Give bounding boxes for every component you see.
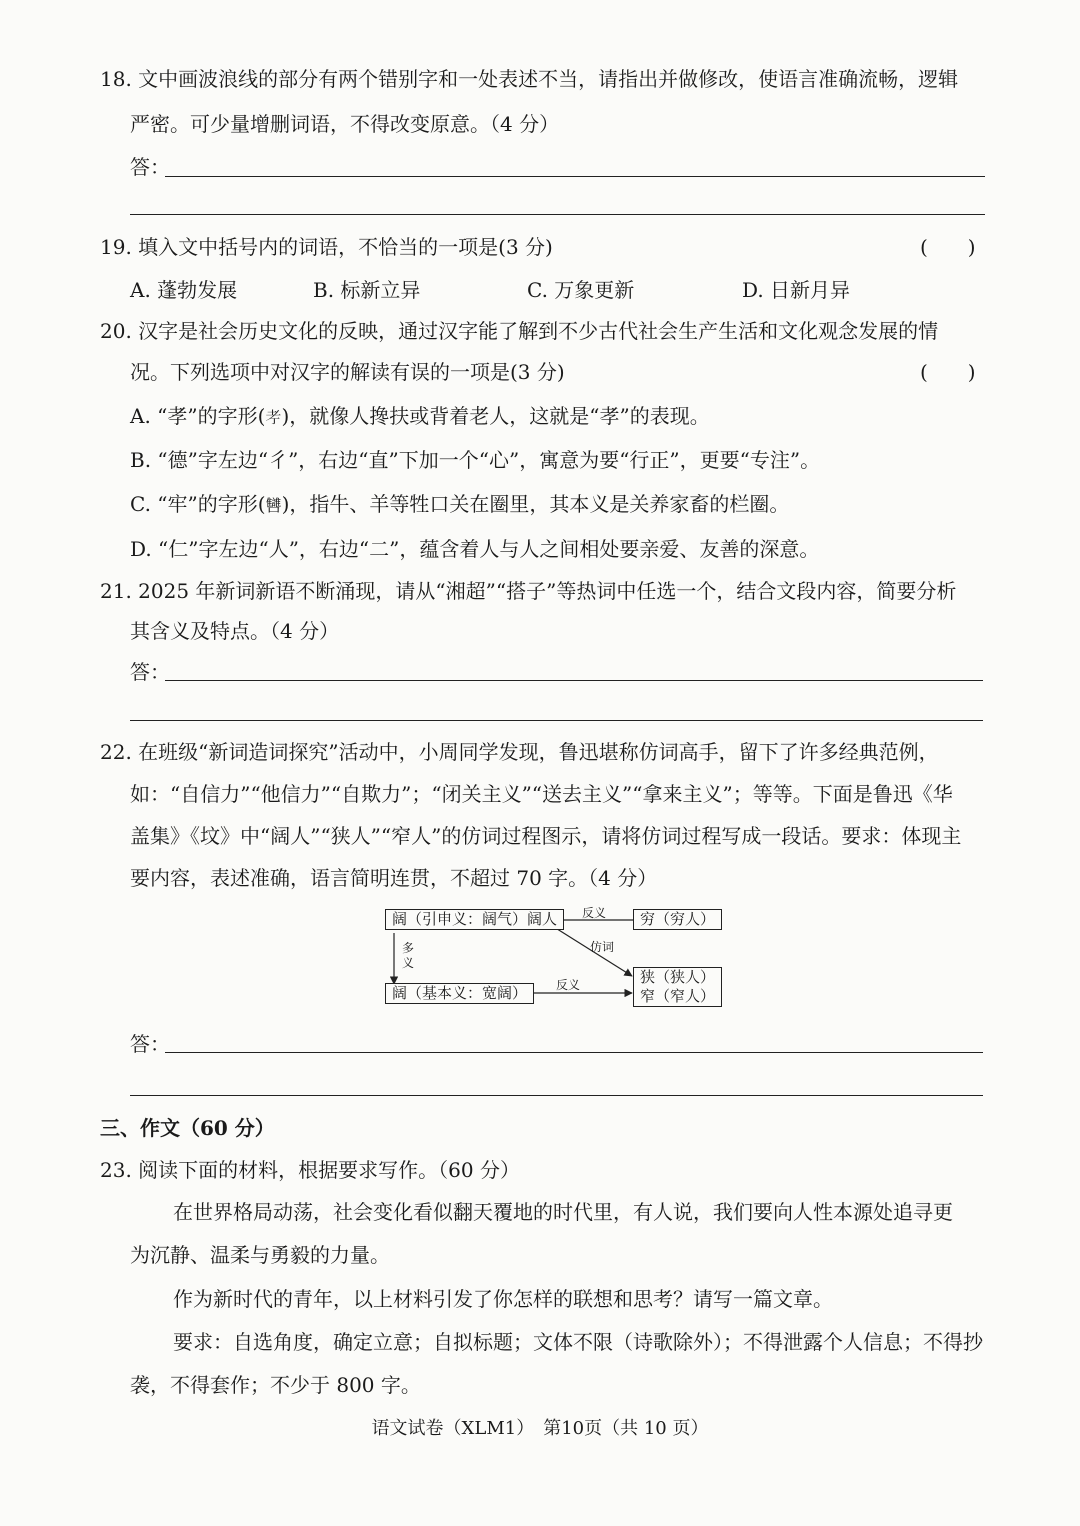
q21-line2: 其含义及特点。（4 分） [130, 619, 340, 643]
label-antonym-top: 反义 [582, 906, 607, 920]
lao-ancient-glyph: 㘜 [265, 496, 282, 515]
xiao-ancient-glyph: 𦒱 [265, 408, 282, 427]
q22-line2: 如：“自信力”“他信力”“自欺力”；“闭关主义”“送去主义”“拿来主义”；等等。下面是鲁迅《华 [130, 782, 953, 806]
box-xia-zhai [633, 967, 722, 1007]
q20-line1: 20. 汉字是社会历史文化的反映，通过汉字能了解到不少古代社会生产生活和文化观念发展的情 [100, 319, 939, 343]
label-antonym-bottom: 反义 [556, 978, 581, 992]
box-qiong: 穷（穷人） [633, 909, 722, 930]
q21-line1: 21. 2025 年新词新语不断涌现，请从“湘超”“搭子”等热词中任选一个，结合文段内容，简要分析 [100, 579, 957, 603]
q23-stem: 23. 阅读下面的材料，根据要求写作。（60 分） [100, 1158, 520, 1182]
q20-option-a [130, 404, 710, 428]
q18-answer-line-1[interactable] [165, 176, 985, 177]
box-kuo-basic: 阔（基本义：宽阔） [385, 983, 534, 1004]
q22-answer-label: 答： [130, 1032, 170, 1056]
q19-option-b: B. 标新立异 [313, 278, 421, 302]
q18-line2: 严密。可少量增删词语，不得改变原意。（4 分） [130, 112, 560, 136]
imitation-diagram [370, 900, 730, 1015]
q19-option-a: A. 蓬勃发展 [130, 278, 238, 302]
q19-answer-bracket[interactable]: ( ) [920, 235, 976, 259]
q23-material-line1: 在世界格局动荡，社会变化看似翻天覆地的时代里，有人说，我们要向人性本源处追寻更 [173, 1200, 953, 1224]
q22-line3: 盖集》《坟》中“阔人”“狭人”“窄人”的仿词过程图示，请将仿词过程写成一段话。要求：体现主 [130, 824, 962, 848]
q20-option-b: B. “德”字左边“彳”，右边“直”下加一个“心”，寓意为要“行正”，更要“专注”。 [130, 448, 821, 472]
q22-answer-line-2[interactable] [130, 1095, 983, 1096]
label-polysemy-1: 多 [402, 941, 415, 955]
q20-answer-bracket[interactable]: ( ) [920, 360, 976, 384]
q21-answer-line-2[interactable] [130, 720, 983, 721]
page-footer: 语文试卷（XLM1） 第10页（共 10 页） [371, 1418, 709, 1439]
q23-requirements-line1: 要求：自选角度，确定立意；自拟标题；文体不限（诗歌除外）；不得泄露个人信息；不得抄 [173, 1330, 983, 1354]
q21-answer-line-1[interactable] [165, 680, 983, 681]
q19-option-d: D. 日新月异 [742, 278, 851, 302]
q23-requirements-line2: 袭，不得套作；不少于 800 字。 [130, 1373, 421, 1397]
q20-option-a-pre: A. “孝”的字形( [130, 404, 266, 428]
q21-answer-label: 答： [130, 660, 170, 684]
q22-line1: 22. 在班级“新词造词探究”活动中，小周同学发现，鲁迅堪称仿词高手，留下了许多经典范例， [100, 740, 939, 764]
section-3-heading: 三、作文（60 分） [100, 1116, 275, 1140]
box-zhai: 窄（窄人） [640, 987, 716, 1005]
q20-option-c [130, 492, 789, 516]
label-polysemy-2: 义 [402, 956, 415, 970]
q19-option-c: C. 万象更新 [527, 278, 635, 302]
q18-answer-line-2[interactable] [130, 214, 985, 215]
q22-line4: 要内容，表述准确，语言简明连贯，不超过 70 字。（4 分） [130, 866, 658, 890]
q20-option-d: D. “仁”字左边“人”，右边“二”，蕴含着人与人之间相处要亲爱、友善的深意。 [130, 537, 820, 561]
label-imitation: 仿词 [590, 940, 615, 954]
q20-option-a-post: )，就像人搀扶或背着老人，这就是“孝”的表现。 [281, 404, 710, 428]
q20-option-c-post: )，指牛、羊等牲口关在圈里，其本义是关养家畜的栏圈。 [281, 492, 790, 516]
q18-answer-label: 答： [130, 155, 170, 179]
q20-option-c-pre: C. “牢”的字形( [130, 492, 266, 516]
box-xia: 狭（狭人） [640, 968, 716, 986]
q23-material-line2: 为沉静、温柔与勇毅的力量。 [130, 1243, 390, 1267]
q23-prompt: 作为新时代的青年，以上材料引发了你怎样的联想和思考？请写一篇文章。 [173, 1287, 833, 1311]
q22-answer-line-1[interactable] [165, 1052, 983, 1053]
q18-line1: 18. 文中画波浪线的部分有两个错别字和一处表述不当，请指出并做修改，使语言准确流畅，逻辑 [100, 67, 959, 91]
q20-line2: 况。下列选项中对汉字的解读有误的一项是(3 分) [130, 360, 565, 384]
box-kuo-extended: 阔（引申义：阔气）阔人 [385, 909, 564, 930]
q19-stem: 19. 填入文中括号内的词语，不恰当的一项是(3 分) [100, 235, 553, 259]
